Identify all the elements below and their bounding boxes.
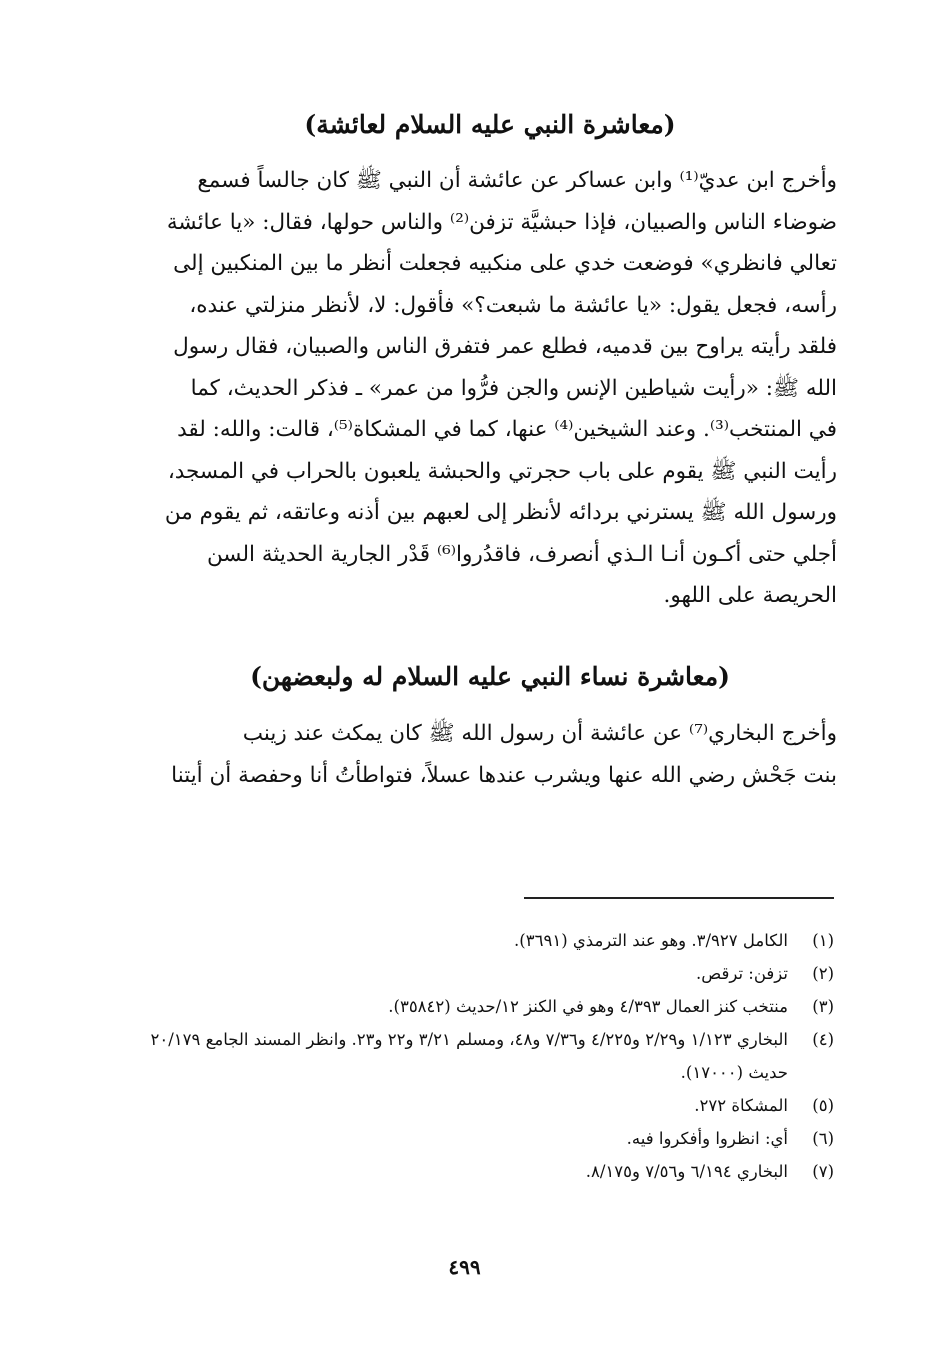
text-line: وأخرج ابن عديّ⁽¹⁾ وابن عساكر عن عائشة أن النبي ﷺ كان جالساً فسمع — [197, 168, 837, 193]
footnote-item — [134, 1155, 834, 1188]
text-line: بنت جَحْش رضي الله عنها ويشرب عندها عسلاً، فتواطأتُ أنا وحفصة أن أيتنا — [171, 762, 837, 788]
footnote-number: (٤) — [812, 1030, 834, 1049]
footnote-item — [134, 1122, 834, 1155]
section-heading-wives: (معاشرة نساء النبي عليه السلام له ولبعضهن) — [250, 662, 730, 691]
footnote-item — [134, 957, 834, 990]
text-line: ضوضاء الناس والصبيان، فإذا حبشيَّة تزفن⁽²⁾ والناس حولها، فقال: «يا عائشة — [166, 209, 837, 235]
footnote-number: (٦) — [812, 1129, 834, 1148]
footnote-number: (٧) — [812, 1162, 834, 1181]
text-line: فلقد رأيته يراوح بين قدميه، فطلع عمر فتفرق الناس والصبيان، فقال رسول — [173, 334, 837, 359]
footnote-item — [134, 924, 834, 957]
section-heading-aisha: (معاشرة النبي عليه السلام لعائشة) — [304, 110, 676, 139]
paragraph-wives — [137, 713, 837, 796]
footnote-number: (٥) — [812, 1096, 834, 1115]
text-line: تعالي فانظري» فوضعت خدي على منكبيه فجعلت أنظر ما بين المنكبين إلى — [173, 251, 837, 276]
footnote-text: الكامل ٣/٩٢٧. وهو عند الترمذي (٣٦٩١). — [514, 931, 788, 950]
footnote-item — [134, 990, 834, 1023]
footnote-number: (١) — [812, 931, 834, 950]
text-line: الله ﷺ: «رأيت شياطين الإنس والجن فرُّوا من عمر» ـ فذكر الحديث، كما — [190, 375, 837, 401]
footnote-number: (٢) — [812, 964, 834, 983]
footnotes — [134, 924, 834, 1188]
footnote-text: البخاري ١/١٢٣ و٢/٢٩ و٤/٢٢٥ و٧/٣٦ و٤٨، ومسلم ٣/٢١ و٢٢ و٢٣. وانظر المسند الجامع ٢٠/١٧٩ حديث (١٧٠٠٠). — [150, 1030, 788, 1082]
text-line: رأيت النبي ﷺ يقوم على باب حجرتي والحبشة يلعبون بالحراب في المسجد، — [167, 458, 837, 484]
footnote-separator — [524, 897, 834, 899]
footnote-item — [134, 1089, 834, 1122]
text-line: في المنتخب⁽³⁾. وعند الشيخين⁽⁴⁾ عنها، كما في المشكاة⁽⁵⁾، قالت: والله: لقد — [177, 417, 837, 442]
text-line: ورسول الله ﷺ يسترني بردائه لأنظر إلى لعبهم بين أذنه وعاتقه، ثم يقوم من — [164, 500, 837, 525]
text-line: وأخرج البخاري⁽⁷⁾ عن عائشة أن رسول الله ﷺ كان يمكث عند زينب — [242, 721, 837, 746]
footnote-text: البخاري ٦/١٩٤ و٧/٥٦ و٨/١٧٥. — [585, 1162, 788, 1181]
page-number: ٤٩٩ — [448, 1255, 481, 1279]
text-line: الحريصة على اللهو. — [663, 583, 837, 608]
footnote-text: المشكاة ٢٧٢. — [694, 1096, 788, 1115]
text-line: أجلي حتى أكـون أنـا الـذي أنصرف، فاقدُروا⁽⁶⁾ قَدْر الجارية الحديثة السن — [206, 541, 837, 567]
text-line: رأسه، فجعل يقول: «يا عائشة ما شبعت؟» فأقول: لا، لأنظر منزلتي عنده، — [189, 292, 837, 318]
footnote-number: (٣) — [812, 997, 834, 1016]
footnote-text: تزفن: ترقص. — [696, 964, 788, 983]
footnote-item — [134, 1023, 834, 1089]
footnote-text: منتخب كنز العمال ٤/٣٩٣ وهو في الكنز ١٢/حديث (٣٥٨٤٢). — [388, 997, 788, 1016]
footnote-text: أي: انظروا وأفكروا فيه. — [626, 1129, 788, 1148]
paragraph-aisha — [137, 160, 837, 617]
